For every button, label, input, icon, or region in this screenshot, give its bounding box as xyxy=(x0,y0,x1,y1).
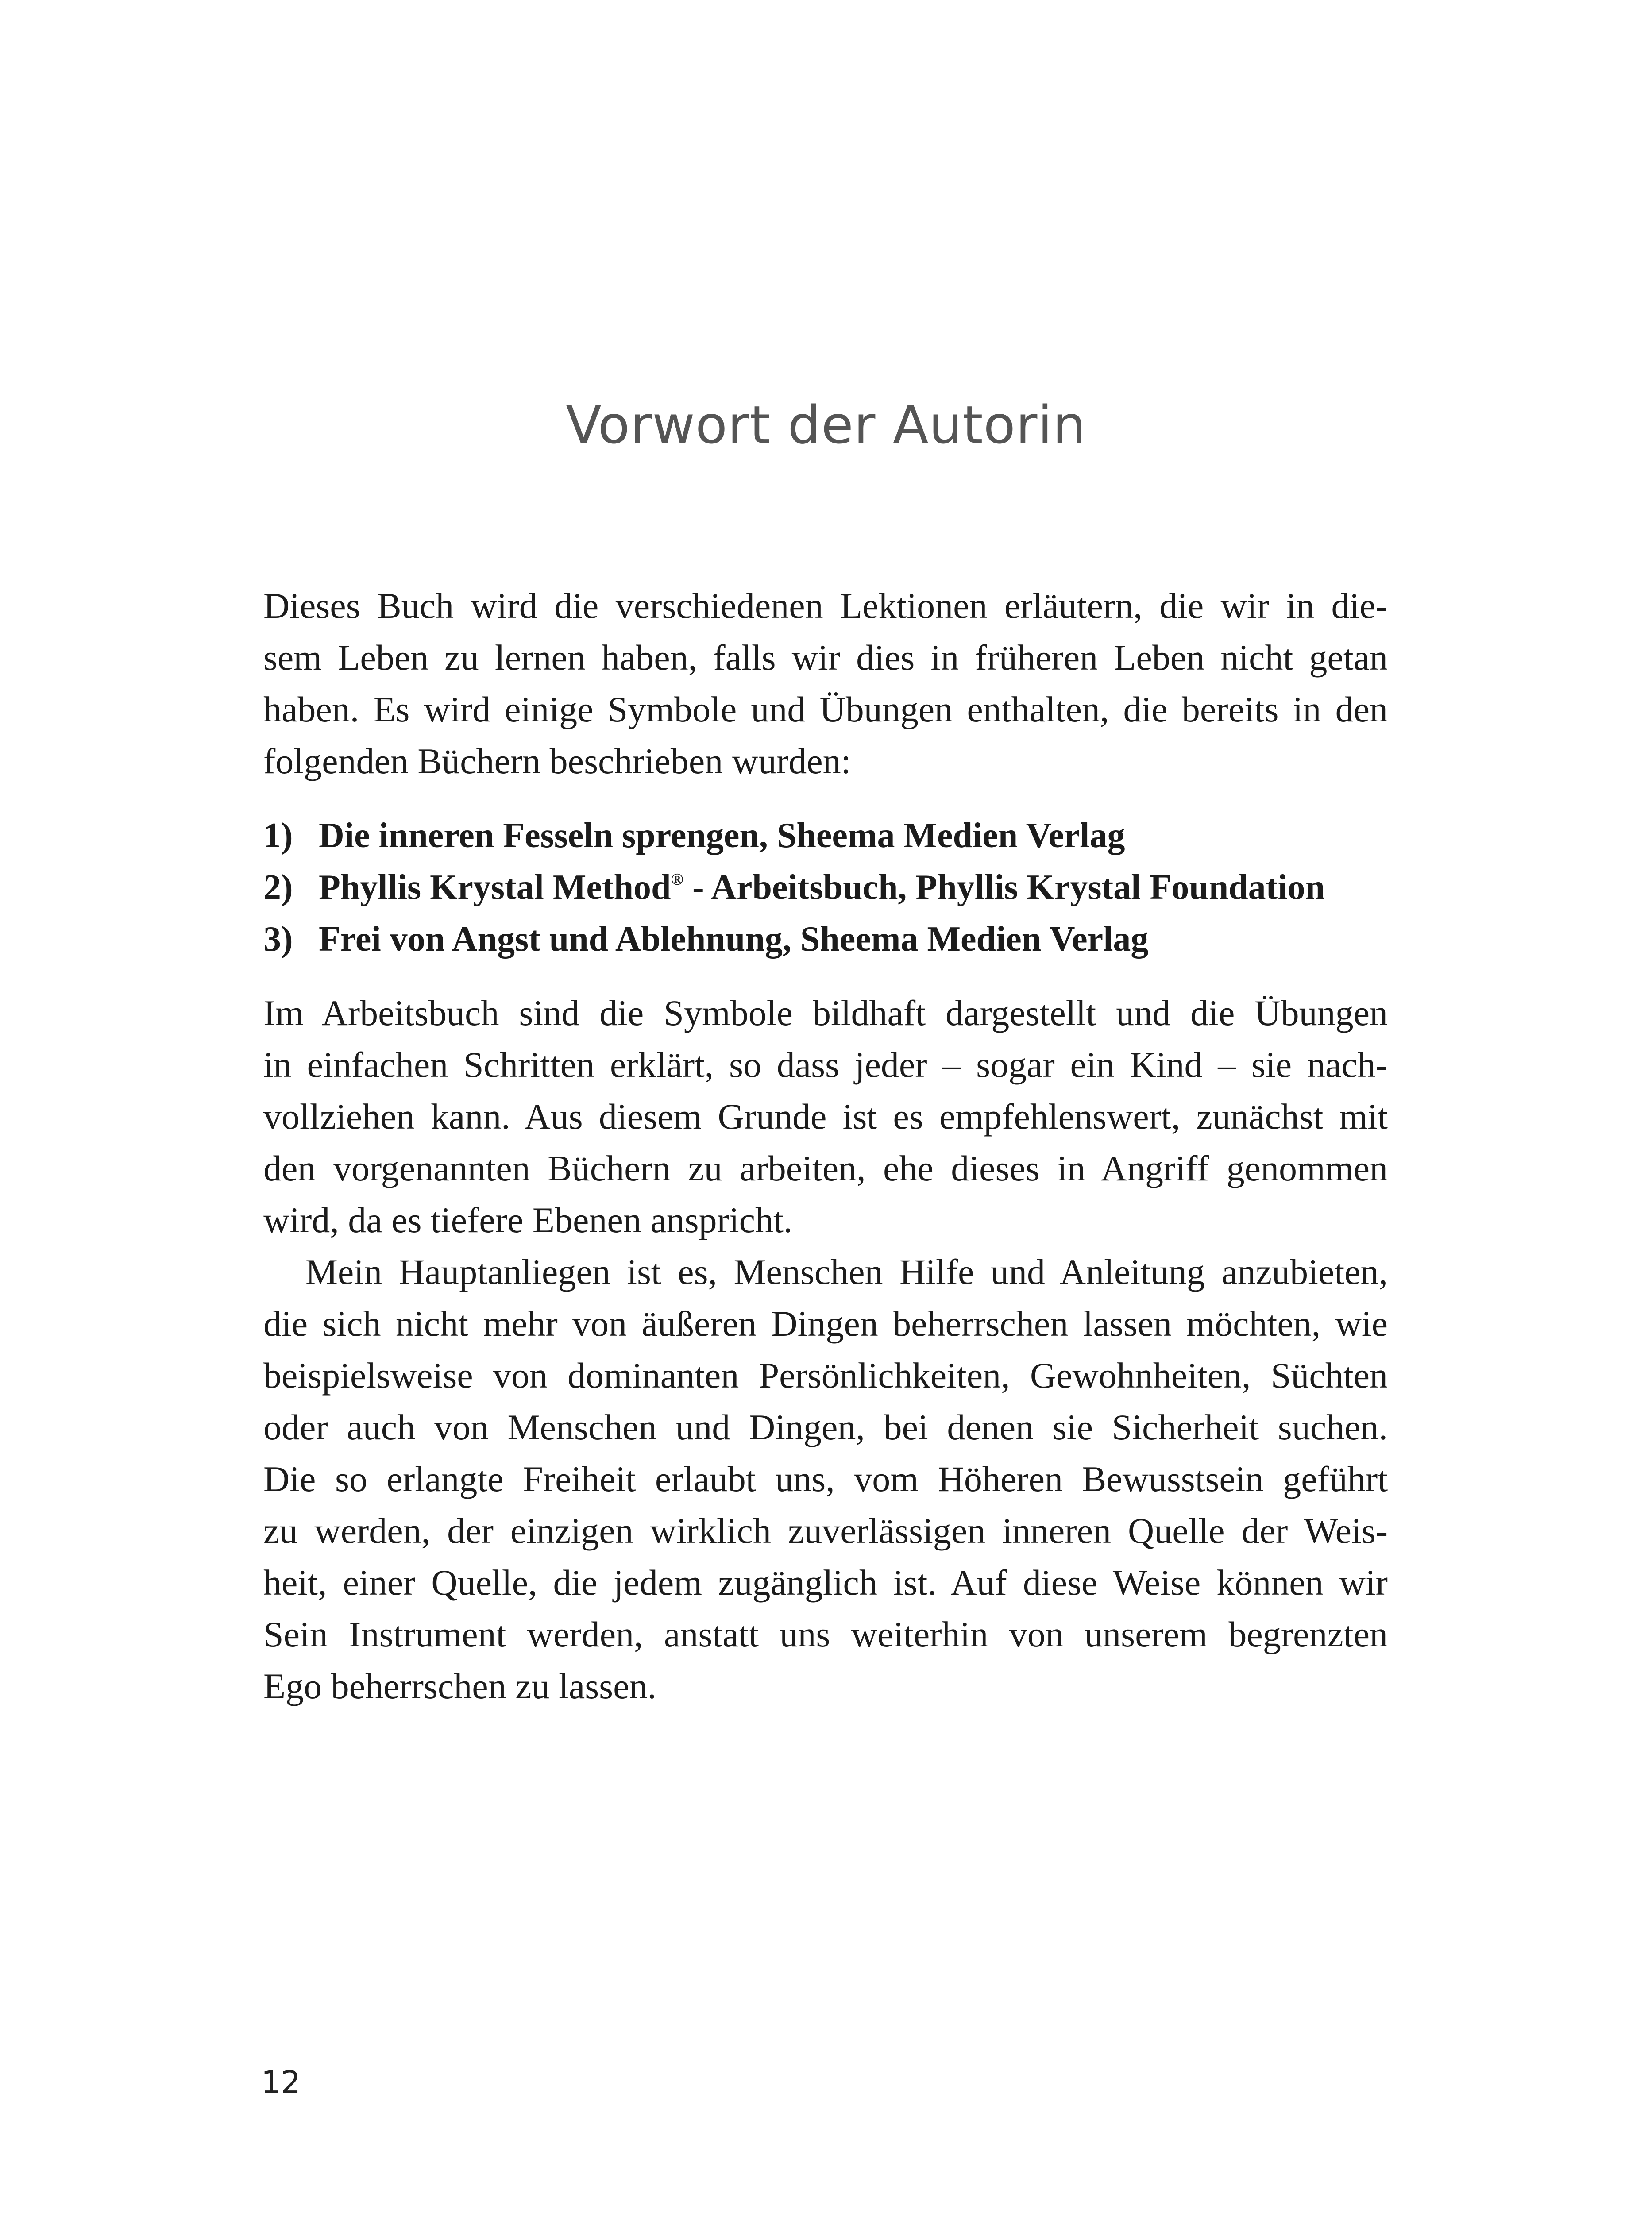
text-line: Die so erlangte Freiheit erlaubt uns, vom Höheren Bewusstsein geführt xyxy=(263,1459,1388,1499)
chapter-title: Vorwort der Autorin xyxy=(566,394,1086,455)
intro-paragraph xyxy=(263,580,1388,787)
list-item xyxy=(263,914,1414,965)
text-line: den vorgenannten Büchern zu arbeiten, ehe dieses in Angriff genommen xyxy=(263,1148,1388,1188)
list-item-text: Frei von Angst und Ablehnung, Sheema Medien Verlag xyxy=(319,920,1149,959)
text-line: folgenden Büchern beschrieben wurden: xyxy=(263,741,851,781)
text-line: heit, einer Quelle, die jedem zugänglich ist. Auf diese Weise können wir xyxy=(263,1562,1388,1603)
text-line: wird, da es tiefere Ebenen anspricht. xyxy=(263,1200,793,1240)
text-line: haben. Es wird einige Symbole und Übungen enthalten, die bereits in den xyxy=(263,689,1388,729)
text-line: in einfachen Schritten erklärt, so dass jeder – sogar ein Kind – sie nach- xyxy=(263,1045,1388,1085)
text-line: Ego beherrschen zu lassen. xyxy=(263,1666,656,1706)
list-item-text: Phyllis Krystal Method xyxy=(319,868,671,907)
list-item xyxy=(263,810,1414,862)
list-item-text: Die inneren Fesseln sprengen, Sheema Medien Verlag xyxy=(319,816,1125,855)
text-line: sem Leben zu lernen haben, falls wir dies in früheren Leben nicht getan xyxy=(263,637,1388,678)
registered-mark: ® xyxy=(671,870,683,889)
text-line: Sein Instrument werden, anstatt uns weiterhin von unserem begrenzten xyxy=(263,1614,1388,1654)
text-line: Dieses Buch wird die verschiedenen Lektionen erläutern, die wir in die- xyxy=(263,586,1388,626)
text-line: zu werden, der einzigen wirklich zuverlässigen inneren Quelle der Weis- xyxy=(263,1511,1388,1551)
body-paragraph xyxy=(263,987,1388,1246)
text-line: beispielsweise von dominanten Persönlichkeiten, Gewohnheiten, Süchten xyxy=(263,1355,1388,1396)
text-line: die sich nicht mehr von äußeren Dingen beherrschen lassen möchten, wie xyxy=(263,1303,1388,1344)
list-item-number: 2) xyxy=(263,868,293,907)
text-line: vollziehen kann. Aus diesem Grunde ist es empfehlenswert, zunächst mit xyxy=(263,1096,1388,1137)
text-line: oder auch von Menschen und Dingen, bei denen sie Sicherheit suchen. xyxy=(263,1407,1388,1447)
page-number: 12 xyxy=(261,2064,301,2101)
list-item xyxy=(263,862,1414,914)
list-item-text: - Arbeitsbuch, Phyllis Krystal Foundation xyxy=(683,868,1325,907)
text-line: Mein Hauptanliegen ist es, Menschen Hilfe und Anleitung anzubieten, xyxy=(305,1252,1388,1292)
body-paragraph xyxy=(263,1246,1388,1712)
list-item-number: 1) xyxy=(263,816,293,855)
list-item-number: 3) xyxy=(263,920,293,959)
book-list xyxy=(263,810,1414,965)
text-line: Im Arbeitsbuch sind die Symbole bildhaft dargestellt und die Übungen xyxy=(263,993,1388,1033)
